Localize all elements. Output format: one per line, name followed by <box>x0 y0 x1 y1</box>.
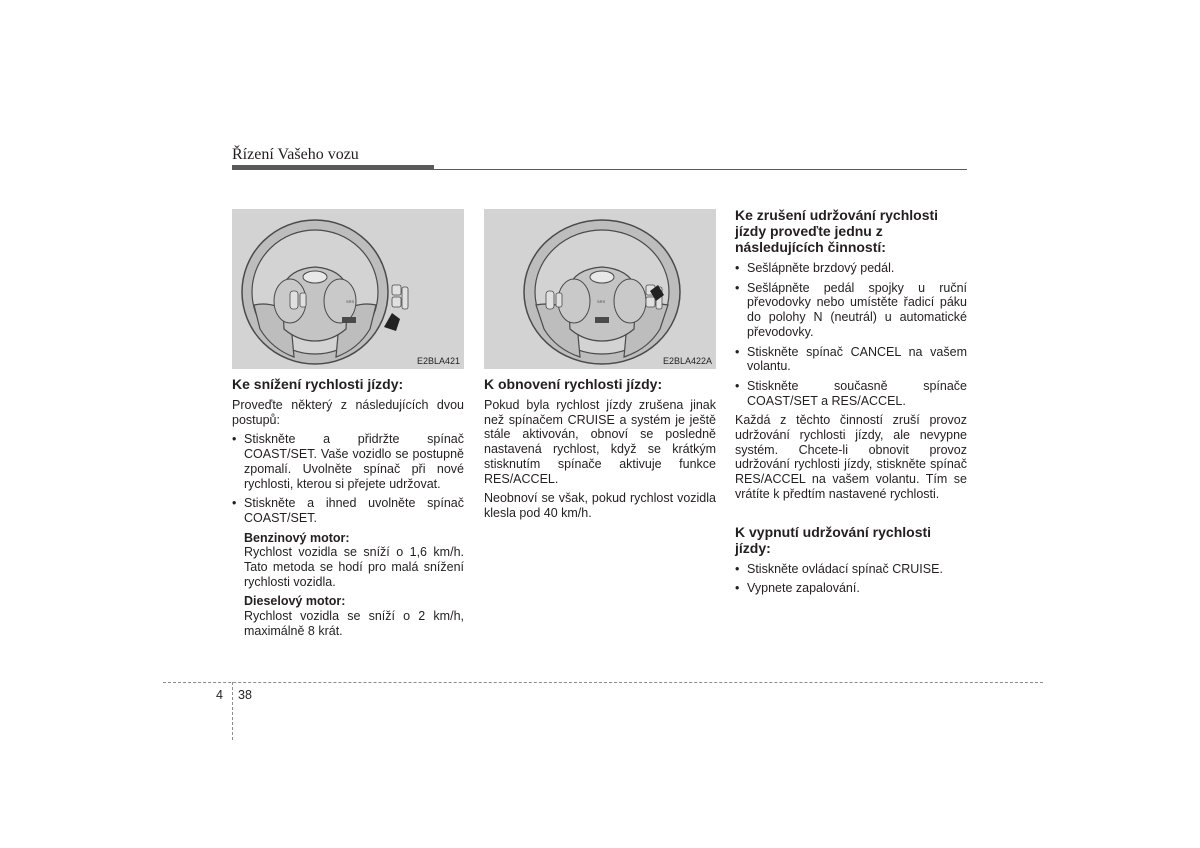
column-speed-decrease <box>232 376 464 644</box>
chapter-number: 4 <box>216 688 223 702</box>
svg-text:SRS: SRS <box>346 299 355 304</box>
footer-rule <box>163 682 1043 683</box>
header-rule <box>434 169 967 170</box>
bullet-list <box>735 562 967 596</box>
footer-divider <box>232 682 233 740</box>
petrol-engine-note <box>232 531 464 590</box>
bullet-list <box>232 432 464 525</box>
steering-wheel-figure-1 <box>232 209 464 369</box>
header-accent-bar <box>232 165 434 170</box>
paragraph: Pokud byla rychlost jízdy zrušena jinak než spínačem CRUISE a systém je ještě stále aktivován, obnoví se posledně nastavená rychlost, když se krátkým stisknutím spínače aktivuje funkce RES/ACCEL. <box>484 398 716 486</box>
list-item: • Stiskněte současně spínače COAST/SET a RES/ACCEL. <box>735 379 967 408</box>
petrol-engine-text: Rychlost vozidla se sníží o 1,6 km/h. Tato metoda se hodí pro malá snížení rychlosti vozidla. <box>244 545 464 589</box>
diesel-engine-title: Dieselový motor: <box>244 594 346 609</box>
column-cruise-cancel <box>735 207 967 601</box>
page-number: 38 <box>238 688 252 702</box>
column-speed-resume <box>484 376 716 526</box>
list-item: • Stiskněte a ihned uvolněte spínač COAST/SET. <box>232 496 464 525</box>
svg-text:SRS: SRS <box>597 299 606 304</box>
figure-code: E2BLA422A <box>662 356 712 366</box>
list-item: • Vypnete zapalování. <box>735 581 967 596</box>
paragraph: Neobnoví se však, pokud rychlost vozidla klesla pod 40 km/h. <box>484 491 716 520</box>
section-title: Řízení Vašeho vozu <box>232 146 359 163</box>
list-item: • Sešlápněte brzdový pedál. <box>735 261 967 276</box>
list-item: • Stiskněte a přidržte spínač COAST/SET. Vaše vozidlo se postupně zpomalí. Uvolněte spínač při nové rychlosti, kterou si přejete udržovat. <box>232 432 464 491</box>
paragraph: Každá z těchto činností zruší provoz udržování rychlosti jízdy, ale nevypne systém. Chcete-li obnovit provoz udržování rychlosti jízdy, stiskněte spínač RES/ACCEL na vašem volantu. Tím se vrátíte k předtím nastavené rychlosti. <box>735 413 967 501</box>
list-item: • Sešlápněte pedál spojky u ruční převodovky nebo umístěte řadicí páku do polohy N (neutrál) u automatické převodovky. <box>735 281 967 340</box>
heading-speed-decrease: Ke snížení rychlosti jízdy: <box>232 376 404 392</box>
steering-wheel-figure-2 <box>484 209 716 369</box>
figure-code: E2BLA421 <box>416 356 460 366</box>
heading-cruise-cancel: Ke zrušení udržování rychlosti jízdy proveďte jednu z následujících činností: <box>735 207 939 255</box>
steering-wheel-illustration <box>232 209 464 369</box>
steering-wheel-illustration <box>484 209 716 369</box>
bullet-list <box>735 261 967 408</box>
intro-text: Proveďte některý z následujících dvou postupů: <box>232 398 464 427</box>
heading-speed-resume: K obnovení rychlosti jízdy: <box>484 376 663 392</box>
petrol-engine-title: Benzinový motor: <box>244 530 350 545</box>
list-item: • Stiskněte spínač CANCEL na vašem volantu. <box>735 345 967 374</box>
heading-cruise-off: K vypnutí udržování rychlosti jízdy: <box>735 523 932 556</box>
diesel-engine-text: Rychlost vozidla se sníží o 2 km/h, maximálně 8 krát. <box>244 609 464 638</box>
list-item: • Stiskněte ovládací spínač CRUISE. <box>735 562 967 577</box>
diesel-engine-note <box>232 594 464 638</box>
